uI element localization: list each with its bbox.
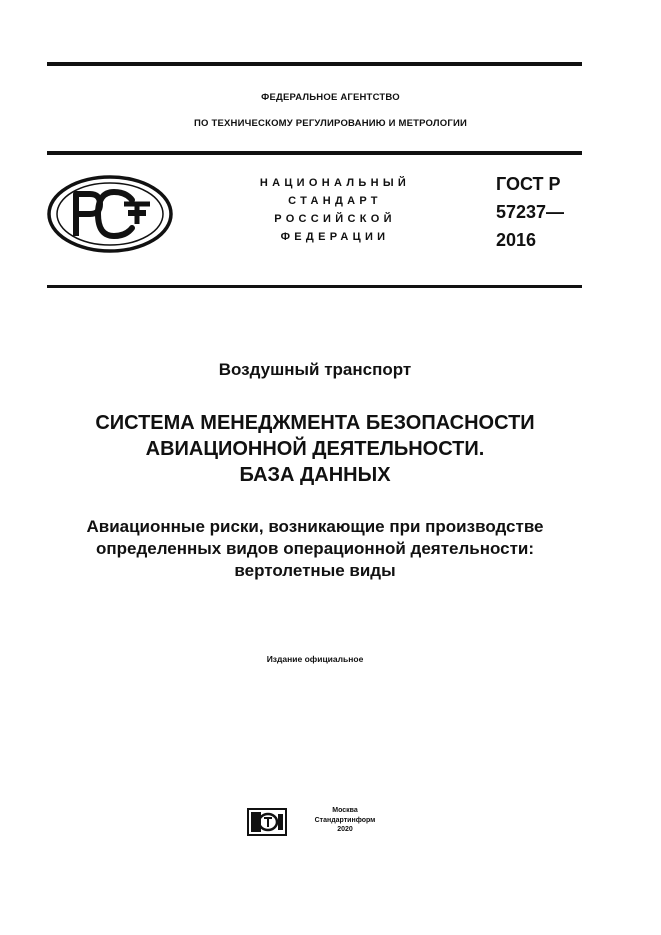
national-standard-line4: ФЕДЕРАЦИИ [280, 231, 390, 243]
title-line1: СИСТЕМА МЕНЕДЖМЕНТА БЕЗОПАСНОСТИ [95, 412, 535, 434]
subtitle-line3: вертолетные виды [234, 561, 396, 580]
title-line3: БАЗА ДАННЫХ [239, 464, 391, 486]
publisher-block [300, 806, 390, 835]
gost-r-certification-mark-icon [46, 174, 174, 254]
subject-area: Воздушный транспорт [218, 360, 412, 379]
document-subtitle [0, 516, 630, 582]
top-rule [47, 62, 582, 66]
header-rule [47, 151, 582, 155]
edition-label: Издание официальное [266, 654, 364, 664]
publisher-year: 2020 [337, 826, 353, 833]
subtitle-line1: Авиационные риски, возникающие при производстве [86, 517, 544, 536]
agency-name-line2: ПО ТЕХНИЧЕСКОМУ РЕГУЛИРОВАНИЮ И МЕТРОЛОГИИ [194, 118, 467, 129]
designation-line2: 57237— [496, 202, 565, 222]
national-standard-line3: РОССИЙСКОЙ [274, 213, 396, 225]
standartinform-logo-icon [247, 808, 287, 836]
header-bottom-rule [47, 285, 582, 288]
designation-line3: 2016 [496, 230, 537, 250]
national-standard-line1: НАЦИОНАЛЬНЫЙ [259, 177, 411, 189]
national-standard-line2: СТАНДАРТ [288, 195, 382, 207]
standard-designation [496, 170, 596, 254]
national-standard-label [240, 174, 430, 246]
publisher-city: Москва [332, 807, 358, 814]
subtitle-line2: определенных видов операционной деятельности: [95, 539, 535, 558]
document-title [0, 410, 630, 488]
publisher-name: Стандартинформ [314, 816, 376, 824]
designation-line1: ГОСТ Р [496, 174, 561, 194]
agency-name-line1: ФЕДЕРАЛЬНОЕ АГЕНТСТВО [261, 92, 400, 103]
title-line2: АВИАЦИОННОЙ ДЕЯТЕЛЬНОСТИ. [145, 438, 485, 460]
